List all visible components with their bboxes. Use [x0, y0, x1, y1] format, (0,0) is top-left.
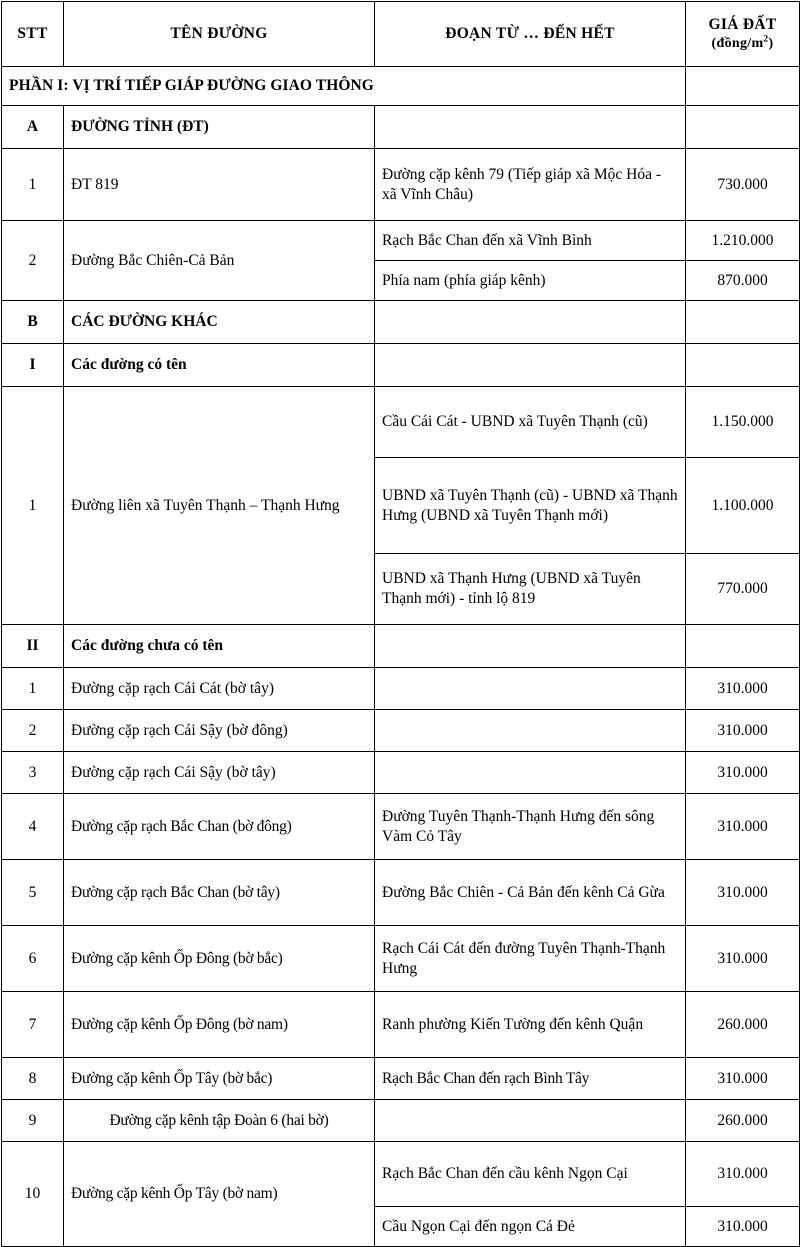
- subsection-ii-code: II: [2, 625, 64, 668]
- table-row: [2, 752, 800, 794]
- row-price: 310.000: [686, 668, 800, 710]
- row-road-name: Đường cặp kênh tập Đoàn 6 (hai bờ): [64, 1100, 375, 1142]
- section-b-segment-blank: [375, 301, 686, 344]
- row-price: 730.000: [686, 149, 800, 221]
- row-road-name: Đường Bắc Chiên-Cả Bản: [64, 221, 375, 301]
- row-price: 870.000: [686, 261, 800, 301]
- subsection-ii-row: [2, 625, 800, 668]
- land-price-table: [1, 1, 800, 1247]
- table-row: [2, 149, 800, 221]
- row-price: 310.000: [686, 710, 800, 752]
- table-row: [2, 1100, 800, 1142]
- row-segment: [375, 668, 686, 710]
- row-stt: 7: [2, 992, 64, 1058]
- row-segment: Rạch Cái Cát đến đường Tuyên Thạnh-Thạnh Hưng: [375, 926, 686, 992]
- row-price: 310.000: [686, 1207, 800, 1247]
- row-stt: 1: [2, 149, 64, 221]
- row-segment: Rạch Bắc Chan đến rạch Bình Tây: [375, 1058, 686, 1100]
- section-b-price-blank: [686, 301, 800, 344]
- row-price: 770.000: [686, 554, 800, 625]
- part-title-row: [2, 67, 800, 106]
- row-segment: [375, 1100, 686, 1142]
- row-road-name: ĐT 819: [64, 149, 375, 221]
- row-road-name: Đường cặp rạch Cái Sậy (bờ tây): [64, 752, 375, 794]
- row-price: 310.000: [686, 794, 800, 860]
- header-price-main: GIÁ ĐẤT: [708, 16, 777, 34]
- row-stt: 8: [2, 1058, 64, 1100]
- section-a-row: [2, 106, 800, 149]
- row-price: 260.000: [686, 1100, 800, 1142]
- row-stt: 9: [2, 1100, 64, 1142]
- row-road-name: Đường cặp rạch Cái Sậy (bờ đông): [64, 710, 375, 752]
- subsection-i-price-blank: [686, 344, 800, 387]
- section-a-segment-blank: [375, 106, 686, 149]
- table-row: [2, 221, 800, 261]
- subsection-ii-title: Các đường chưa có tên: [64, 625, 375, 668]
- row-price: 310.000: [686, 926, 800, 992]
- row-stt: 6: [2, 926, 64, 992]
- row-price: 310.000: [686, 1142, 800, 1207]
- table-header-row: [2, 2, 800, 67]
- row-segment: Cầu Cái Cát - UBND xã Tuyên Thạnh (cũ): [375, 387, 686, 458]
- row-segment: [375, 752, 686, 794]
- row-segment: Phía nam (phía giáp kênh): [375, 261, 686, 301]
- row-segment: Ranh phường Kiến Tường đến kênh Quận: [375, 992, 686, 1058]
- row-road-name: Đường cặp kênh Ốp Đông (bờ nam): [64, 992, 375, 1058]
- part-title-price-blank: [686, 67, 800, 106]
- row-road-name: Đường cặp kênh Ốp Tây (bờ bắc): [64, 1058, 375, 1100]
- row-segment: Rạch Bắc Chan đến xã Vĩnh Bình: [375, 221, 686, 261]
- row-price: 260.000: [686, 992, 800, 1058]
- row-segment: UBND xã Thạnh Hưng (UBND xã Tuyên Thạnh mới) - tỉnh lộ 819: [375, 554, 686, 625]
- subsection-i-title: Các đường có tên: [64, 344, 375, 387]
- header-price: [686, 2, 800, 67]
- row-stt: 2: [2, 221, 64, 301]
- table-row: [2, 1058, 800, 1100]
- row-price: 1.210.000: [686, 221, 800, 261]
- table-row: [2, 794, 800, 860]
- row-stt: 4: [2, 794, 64, 860]
- row-price: 310.000: [686, 860, 800, 926]
- row-price: 1.150.000: [686, 387, 800, 458]
- header-stt: STT: [2, 2, 64, 67]
- row-segment: Đường cặp kênh 79 (Tiếp giáp xã Mộc Hóa - xã Vĩnh Châu): [375, 149, 686, 221]
- row-road-name: Đường cặp rạch Bắc Chan (bờ đông): [64, 794, 375, 860]
- section-b-code: B: [2, 301, 64, 344]
- header-price-unit: $(đồng/m^2)$: [711, 34, 774, 51]
- row-road-name: Đường liên xã Tuyên Thạnh – Thạnh Hưng: [64, 387, 375, 625]
- row-stt: 1: [2, 668, 64, 710]
- row-stt: 5: [2, 860, 64, 926]
- document-page: [0, 1, 800, 1235]
- row-stt: 3: [2, 752, 64, 794]
- table-row: [2, 668, 800, 710]
- subsection-i-row: [2, 344, 800, 387]
- part-title: PHẦN I: VỊ TRÍ TIẾP GIÁP ĐƯỜNG GIAO THÔNG: [2, 67, 686, 106]
- row-segment: Đường Tuyên Thạnh-Thạnh Hưng đến sông Vàm Cỏ Tây: [375, 794, 686, 860]
- row-price: 310.000: [686, 752, 800, 794]
- table-row: [2, 710, 800, 752]
- table-row: [2, 1142, 800, 1207]
- section-a-title: ĐƯỜNG TỈNH (ĐT): [64, 106, 375, 149]
- section-a-price-blank: [686, 106, 800, 149]
- row-stt: 10: [2, 1142, 64, 1247]
- row-segment: [375, 710, 686, 752]
- table-row: [2, 860, 800, 926]
- header-segment: ĐOẠN TỪ … ĐẾN HẾT: [375, 2, 686, 67]
- section-a-code: A: [2, 106, 64, 149]
- subsection-i-code: I: [2, 344, 64, 387]
- row-road-name: Đường cặp rạch Bắc Chan (bờ tây): [64, 860, 375, 926]
- row-segment: Cầu Ngọn Cại đến ngọn Cá Đẻ: [375, 1207, 686, 1247]
- row-segment: UBND xã Tuyên Thạnh (cũ) - UBND xã Thạnh Hưng (UBND xã Tuyên Thạnh mới): [375, 458, 686, 554]
- table-row: [2, 387, 800, 458]
- row-stt: 1: [2, 387, 64, 625]
- row-price: 310.000: [686, 1058, 800, 1100]
- subsection-ii-price-blank: [686, 625, 800, 668]
- section-b-row: [2, 301, 800, 344]
- row-road-name: Đường cặp kênh Ốp Đông (bờ bắc): [64, 926, 375, 992]
- row-segment: Đường Bắc Chiên - Cả Bản đến kênh Cả Gừa: [375, 860, 686, 926]
- table-row: [2, 992, 800, 1058]
- row-price: 1.100.000: [686, 458, 800, 554]
- section-b-title: CÁC ĐƯỜNG KHÁC: [64, 301, 375, 344]
- subsection-i-segment-blank: [375, 344, 686, 387]
- row-road-name: Đường cặp kênh Ốp Tây (bờ nam): [64, 1142, 375, 1247]
- row-stt: 2: [2, 710, 64, 752]
- subsection-ii-segment-blank: [375, 625, 686, 668]
- row-segment: Rạch Bắc Chan đến cầu kênh Ngọn Cại: [375, 1142, 686, 1207]
- header-name: TÊN ĐƯỜNG: [64, 2, 375, 67]
- row-road-name: Đường cặp rạch Cái Cát (bờ tây): [64, 668, 375, 710]
- table-row: [2, 926, 800, 992]
